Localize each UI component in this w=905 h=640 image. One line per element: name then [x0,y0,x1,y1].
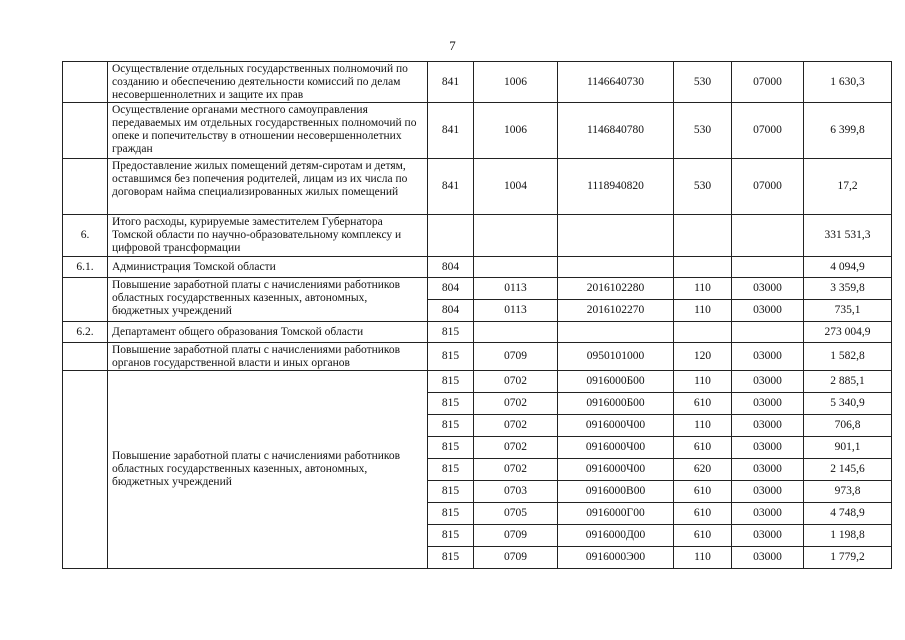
row-description: Департамент общего образования Томской области [108,322,428,343]
expense-type-code: 610 [674,503,732,525]
budget-table [62,61,892,569]
section-code: 0703 [474,481,558,503]
admin-code [428,215,474,257]
section-code: 0702 [474,371,558,393]
row-number [63,159,108,215]
admin-code: 804 [428,278,474,300]
expense-type-code [674,322,732,343]
table-row [63,343,892,371]
additional-code: 03000 [732,481,804,503]
section-code: 0709 [474,547,558,569]
amount: 331 531,3 [804,215,892,257]
row-description: Предоставление жилых помещений детям-сиротам и детям, оставшимся без попечения родителей, лицам из их числа по договорам найма специализированных жилых помещений [108,159,428,215]
section-code [474,257,558,278]
additional-code: 07000 [732,103,804,159]
amount: 4 748,9 [804,503,892,525]
section-code: 0113 [474,278,558,300]
amount: 17,2 [804,159,892,215]
row-description: Администрация Томской области [108,257,428,278]
admin-code: 815 [428,393,474,415]
row-number: 6.2. [63,322,108,343]
admin-code: 815 [428,343,474,371]
table-row [63,159,892,215]
row-number: 6.1. [63,257,108,278]
expense-type-code [674,215,732,257]
admin-code: 815 [428,415,474,437]
row-number [63,278,108,322]
admin-code: 815 [428,437,474,459]
expense-type-code: 120 [674,343,732,371]
section-code: 1006 [474,103,558,159]
target-code: 0916000Э00 [558,547,674,569]
additional-code [732,257,804,278]
row-description: Повышение заработной платы с начислениями работников областных государственных казенных, автономных, бюджетных учреждений [108,371,428,569]
target-code: 0916000В00 [558,481,674,503]
row-description: Итого расходы, курируемые заместителем Губернатора Томской области по научно-образовательному комплексу и цифровой трансформации [108,215,428,257]
section-code: 0705 [474,503,558,525]
amount: 6 399,8 [804,103,892,159]
target-code: 1146640730 [558,62,674,103]
additional-code: 03000 [732,371,804,393]
expense-type-code: 610 [674,525,732,547]
amount: 3 359,8 [804,278,892,300]
amount: 735,1 [804,300,892,322]
amount: 1 630,3 [804,62,892,103]
table-row [63,62,892,103]
target-code: 0916000Ч00 [558,437,674,459]
target-code: 2016102280 [558,278,674,300]
additional-code: 03000 [732,547,804,569]
target-code: 0916000Ч00 [558,415,674,437]
target-code: 0916000Д00 [558,525,674,547]
admin-code: 841 [428,62,474,103]
section-code: 0709 [474,525,558,547]
admin-code: 804 [428,257,474,278]
expense-type-code: 110 [674,371,732,393]
additional-code: 03000 [732,437,804,459]
expense-type-code: 610 [674,481,732,503]
target-code [558,215,674,257]
section-code: 0113 [474,300,558,322]
expense-type-code: 620 [674,459,732,481]
admin-code: 815 [428,481,474,503]
target-code: 0916000Г00 [558,503,674,525]
section-code: 1004 [474,159,558,215]
row-number [63,371,108,569]
row-number [63,62,108,103]
expense-type-code: 110 [674,547,732,569]
section-code: 0702 [474,437,558,459]
row-number [63,343,108,371]
table-row [63,215,892,257]
admin-code: 815 [428,503,474,525]
target-code [558,257,674,278]
section-code: 0702 [474,393,558,415]
section-code [474,215,558,257]
section-code: 0702 [474,415,558,437]
amount: 1 198,8 [804,525,892,547]
admin-code: 804 [428,300,474,322]
row-description: Осуществление отдельных государственных полномочий по созданию и обеспечению деятельности комиссий по делам несовершеннолетних и защите их прав [108,62,428,103]
amount: 5 340,9 [804,393,892,415]
amount: 4 094,9 [804,257,892,278]
admin-code: 841 [428,103,474,159]
table-row [63,371,892,393]
target-code: 2016102270 [558,300,674,322]
additional-code [732,215,804,257]
additional-code: 03000 [732,503,804,525]
expense-type-code: 610 [674,437,732,459]
expense-type-code: 530 [674,159,732,215]
section-code [474,322,558,343]
additional-code: 03000 [732,415,804,437]
table-row [63,257,892,278]
additional-code: 03000 [732,525,804,547]
additional-code: 03000 [732,278,804,300]
section-code: 0702 [474,459,558,481]
expense-type-code: 610 [674,393,732,415]
expense-type-code: 110 [674,300,732,322]
additional-code: 07000 [732,159,804,215]
expense-type-code [674,257,732,278]
target-code: 1146840780 [558,103,674,159]
table-row [63,278,892,300]
table-row [63,103,892,159]
amount: 901,1 [804,437,892,459]
target-code [558,322,674,343]
additional-code: 03000 [732,393,804,415]
expense-type-code: 110 [674,278,732,300]
additional-code: 03000 [732,459,804,481]
admin-code: 815 [428,371,474,393]
target-code: 1118940820 [558,159,674,215]
page-number: 7 [449,38,456,53]
additional-code: 03000 [732,343,804,371]
target-code: 0916000Б00 [558,393,674,415]
amount: 973,8 [804,481,892,503]
amount: 1 582,8 [804,343,892,371]
amount: 706,8 [804,415,892,437]
additional-code [732,322,804,343]
target-code: 0916000Ч00 [558,459,674,481]
expense-type-code: 530 [674,62,732,103]
row-description: Осуществление органами местного самоуправления передаваемых им отдельных государственных полномочий по опеке и попечительству в отношении несовершеннолетних граждан [108,103,428,159]
table-row [63,322,892,343]
admin-code: 815 [428,525,474,547]
expense-type-code: 530 [674,103,732,159]
admin-code: 815 [428,547,474,569]
amount: 2 885,1 [804,371,892,393]
row-description: Повышение заработной платы с начислениями работников областных государственных казенных, автономных, бюджетных учреждений [108,278,428,322]
row-description: Повышение заработной платы с начислениями работников органов государственной власти и иных органов [108,343,428,371]
target-code: 0916000Б00 [558,371,674,393]
additional-code: 03000 [732,300,804,322]
admin-code: 815 [428,459,474,481]
target-code: 0950101000 [558,343,674,371]
section-code: 0709 [474,343,558,371]
amount: 2 145,6 [804,459,892,481]
admin-code: 815 [428,322,474,343]
row-number [63,103,108,159]
expense-type-code: 110 [674,415,732,437]
amount: 273 004,9 [804,322,892,343]
admin-code: 841 [428,159,474,215]
row-number: 6. [63,215,108,257]
amount: 1 779,2 [804,547,892,569]
additional-code: 07000 [732,62,804,103]
section-code: 1006 [474,62,558,103]
